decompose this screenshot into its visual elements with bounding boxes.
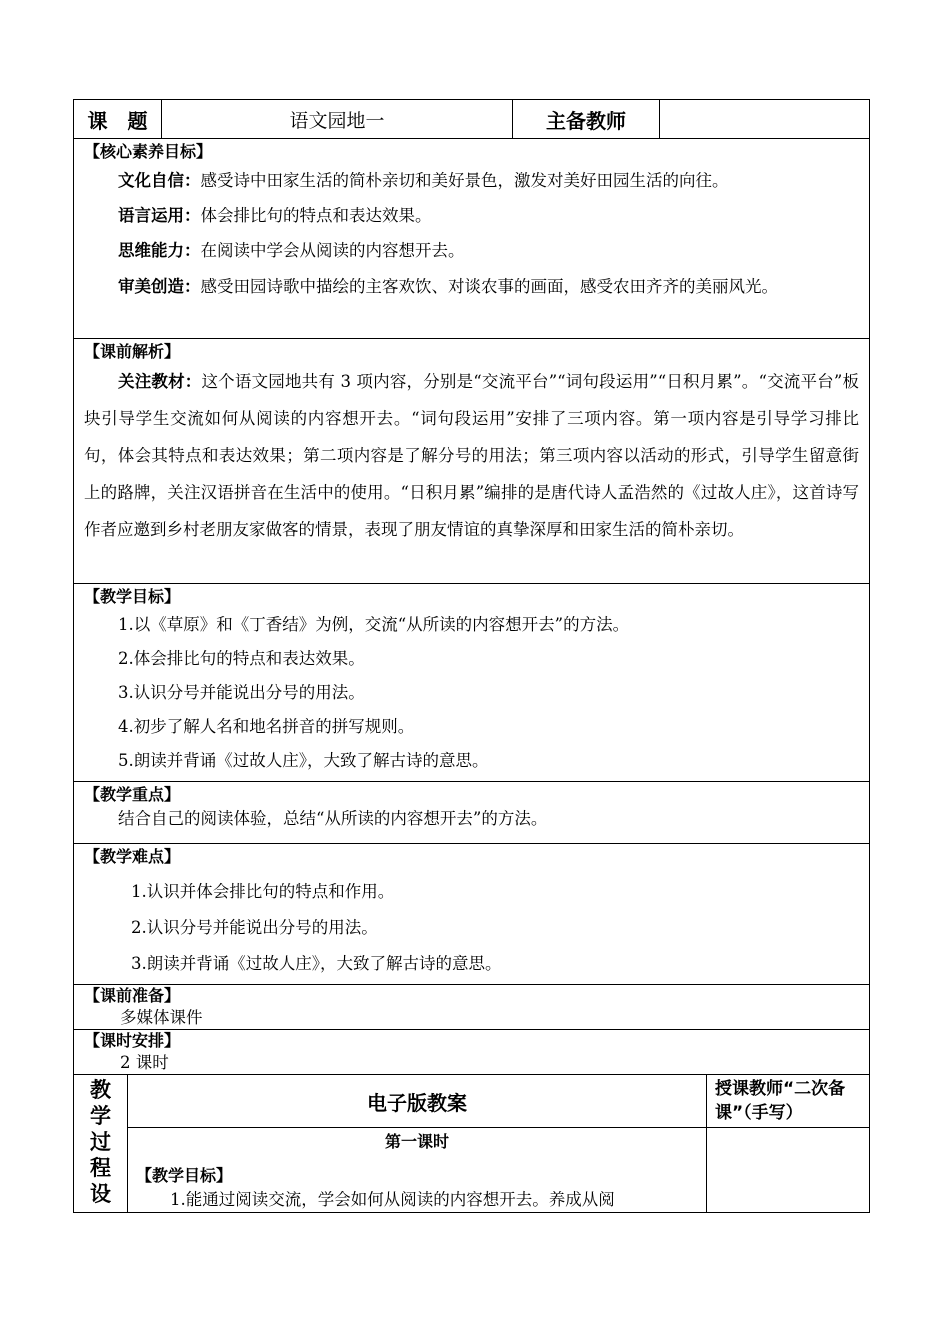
goals-title: 【教学目标】 [84, 587, 181, 606]
preparation-section [74, 985, 870, 1030]
second-prep-header: 授课教师“二次备课”（手写） [707, 1075, 870, 1128]
goals-section [74, 584, 870, 782]
preparation-text: 多媒体课件 [120, 1008, 203, 1027]
difficulties-section [74, 844, 870, 985]
process-header-row [74, 1075, 870, 1128]
second-prep-cell [707, 1128, 870, 1213]
core-item-3: 思维能力：在阅读中学会从阅读的内容想开去。 [118, 241, 465, 260]
process-body-row [74, 1128, 870, 1213]
goal-item-1: 1.以《草原》和《丁香结》为例，交流“从所读的内容想开去”的方法。 [118, 615, 630, 634]
schedule-section [74, 1030, 870, 1075]
preparation-title: 【课前准备】 [84, 986, 181, 1005]
analysis-paragraph: 关注教材：这个语文园地共有 3 项内容，分别是“交流平台”“词句段运用”“日积月累”。“交流平台”板块引导学生交流如何从阅读的内容想开去。“词句段运用”安排了三项内容。第一项内容是引导学习排比句，体会其特点和表达效果；第二项内容是了解分号的用法；第三项内容以活动的形式，引导学生留意街上的路牌，关注汉语拼音在生活中的使用。“日积月累”编排的是唐代诗人孟浩然的《过故人庄》，这首诗写作者应邀到乡村老朋友家做客的情景，表现了朋友情谊的真挚深厚和田家生活的简朴亲切。 [84, 372, 859, 539]
lesson-title: 第一课时 [384, 1132, 449, 1151]
core-item-4: 审美创造：感受田园诗歌中描绘的主客欢饮、对谈农事的画面，感受农田齐齐的美丽风光。 [118, 277, 778, 296]
goal-item-2: 2.体会排比句的特点和表达效果。 [118, 649, 365, 668]
goal-item-3: 3.认识分号并能说出分号的用法。 [118, 683, 365, 702]
topic-value: 语文园地一 [162, 100, 513, 139]
difficulty-item-2: 2.认识分号并能说出分号的用法。 [131, 918, 378, 937]
key-points-title: 【教学重点】 [84, 785, 181, 804]
lesson-goal-text: 1.能通过阅读交流，学会如何从阅读的内容想开去。养成从阅 [170, 1190, 615, 1209]
key-points-section [74, 782, 870, 844]
topic-label: 课 题 [74, 100, 162, 139]
analysis-section [74, 339, 870, 584]
difficulty-item-1: 1.认识并体会排比句的特点和作用。 [131, 882, 395, 901]
header-row [74, 100, 870, 139]
teacher-label: 主备教师 [513, 100, 660, 139]
lesson-goal-title: 【教学目标】 [136, 1166, 233, 1185]
schedule-title: 【课时安排】 [84, 1031, 181, 1050]
goal-item-4: 4.初步了解人名和地名拼音的拼写规则。 [118, 717, 415, 736]
core-item-2: 语言运用：体会排比句的特点和表达效果。 [118, 206, 432, 225]
lesson-plan [73, 99, 869, 1213]
goal-item-5: 5.朗读并背诵《过故人庄》，大致了解古诗的意思。 [118, 751, 489, 770]
process-side-label: 教 学 过 程 设 [74, 1075, 128, 1213]
schedule-text: 2 课时 [120, 1053, 169, 1072]
core-section [74, 139, 870, 339]
lesson-plan-table [73, 99, 870, 1213]
core-item-1: 文化自信：感受诗中田家生活的简朴亲切和美好景色，激发对美好田园生活的向往。 [118, 171, 729, 190]
plan-header: 电子版教案 [128, 1075, 707, 1128]
key-points-text: 结合自己的阅读体验，总结“从所读的内容想开去”的方法。 [118, 809, 548, 828]
core-title: 【核心素养目标】 [84, 142, 213, 161]
analysis-title: 【课前解析】 [84, 342, 181, 361]
difficulty-item-3: 3.朗读并背诵《过故人庄》，大致了解古诗的意思。 [131, 954, 502, 973]
difficulties-title: 【教学难点】 [84, 847, 181, 866]
teacher-value [660, 100, 870, 139]
